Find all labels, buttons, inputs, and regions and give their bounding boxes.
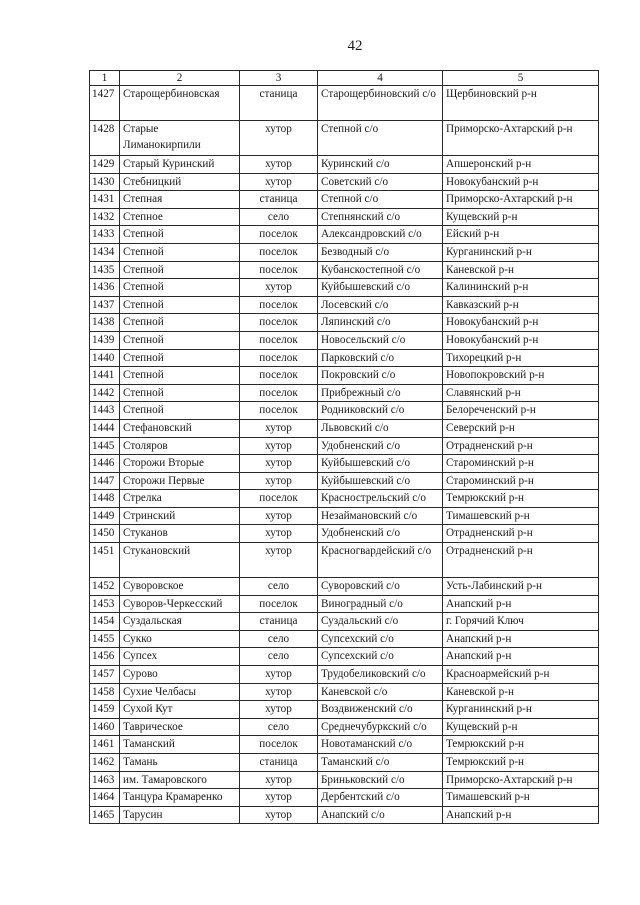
cell-district: Староминский р-н [443, 472, 599, 490]
cell-number: 1430 [90, 173, 120, 191]
cell-settlement-type: поселок [240, 402, 318, 420]
cell-district: Новокубанский р-н [443, 314, 599, 332]
cell-district: Новопокровский р-н [443, 367, 599, 385]
cell-settlement-name: Сторожи Первые [120, 472, 240, 490]
cell-number: 1453 [90, 595, 120, 613]
cell-settlement-type: хутор [240, 121, 318, 156]
cell-number: 1444 [90, 419, 120, 437]
cell-settlement-name: Стрелка [120, 490, 240, 508]
table-row [90, 437, 599, 455]
cell-district: Староминский р-н [443, 455, 599, 473]
cell-settlement-name: Степной [120, 402, 240, 420]
cell-council: Ляпинский с/о [318, 314, 443, 332]
cell-district: Щербиновский р-н [443, 86, 599, 121]
table-row [90, 173, 599, 191]
cell-settlement-name: Тарусин [120, 806, 240, 824]
cell-settlement-name: Степной [120, 331, 240, 349]
cell-settlement-name: Супсех [120, 648, 240, 666]
cell-district: Новокубанский р-н [443, 331, 599, 349]
table-row [90, 771, 599, 789]
cell-settlement-name: Степное [120, 208, 240, 226]
cell-settlement-type: станица [240, 754, 318, 772]
cell-settlement-type: поселок [240, 331, 318, 349]
table-row [90, 613, 599, 631]
cell-council: Куйбышевский с/о [318, 279, 443, 297]
cell-number: 1433 [90, 226, 120, 244]
cell-council: Степной с/о [318, 121, 443, 156]
table-row [90, 121, 599, 156]
cell-district: Северский р-н [443, 419, 599, 437]
cell-district: Тимашевский р-н [443, 507, 599, 525]
table-row [90, 806, 599, 824]
cell-number: 1455 [90, 630, 120, 648]
cell-settlement-type: станица [240, 86, 318, 121]
cell-number: 1437 [90, 296, 120, 314]
cell-district: Ейский р-н [443, 226, 599, 244]
cell-settlement-type: хутор [240, 543, 318, 578]
cell-number: 1429 [90, 156, 120, 174]
cell-settlement-name: Столяров [120, 437, 240, 455]
cell-number: 1447 [90, 472, 120, 490]
table-row [90, 630, 599, 648]
table-row [90, 525, 599, 543]
cell-settlement-name: Степной [120, 384, 240, 402]
cell-council: Родниковский с/о [318, 402, 443, 420]
cell-settlement-type: село [240, 718, 318, 736]
cell-district: Калининский р-н [443, 279, 599, 297]
cell-settlement-name: Сухой Кут [120, 701, 240, 719]
table-row [90, 507, 599, 525]
cell-number: 1464 [90, 789, 120, 807]
header-row [90, 71, 599, 86]
cell-settlement-name: Старые Лиманокирпили [120, 121, 240, 156]
cell-district: Кущевский р-н [443, 208, 599, 226]
table-row [90, 384, 599, 402]
cell-settlement-name: Стефановский [120, 419, 240, 437]
cell-number: 1465 [90, 806, 120, 824]
cell-settlement-type: поселок [240, 243, 318, 261]
cell-district: Анапский р-н [443, 630, 599, 648]
cell-council: Каневской с/о [318, 683, 443, 701]
cell-number: 1432 [90, 208, 120, 226]
table-row [90, 296, 599, 314]
cell-settlement-name: Стукановский [120, 543, 240, 578]
cell-district: Темрюкский р-н [443, 754, 599, 772]
cell-council: Парковский с/о [318, 349, 443, 367]
cell-council: Степнянский с/о [318, 208, 443, 226]
cell-council: Дербентский с/о [318, 789, 443, 807]
settlement-registry-table [89, 70, 599, 824]
cell-number: 1450 [90, 525, 120, 543]
cell-council: Лосевский с/о [318, 296, 443, 314]
column-header-number: 1 [90, 71, 120, 86]
cell-district: Белореченский р-н [443, 402, 599, 420]
cell-council: Удобненский с/о [318, 437, 443, 455]
cell-number: 1459 [90, 701, 120, 719]
cell-council: Безводный с/о [318, 243, 443, 261]
cell-settlement-type: поселок [240, 226, 318, 244]
cell-council: Суздальский с/о [318, 613, 443, 631]
column-header-district: 5 [443, 71, 599, 86]
table-body [90, 86, 599, 824]
cell-settlement-type: хутор [240, 472, 318, 490]
cell-council: Куйбышевский с/о [318, 472, 443, 490]
cell-settlement-name: Старый Куринский [120, 156, 240, 174]
cell-settlement-name: Степной [120, 314, 240, 332]
cell-district: Каневской р-н [443, 261, 599, 279]
cell-number: 1435 [90, 261, 120, 279]
cell-settlement-type: хутор [240, 507, 318, 525]
cell-settlement-name: Таманский [120, 736, 240, 754]
cell-district: Темрюкский р-н [443, 490, 599, 508]
cell-number: 1434 [90, 243, 120, 261]
table-row [90, 683, 599, 701]
cell-district: Анапский р-н [443, 806, 599, 824]
table-row [90, 718, 599, 736]
cell-settlement-type: поселок [240, 314, 318, 332]
cell-district: г. Горячий Ключ [443, 613, 599, 631]
cell-settlement-type: хутор [240, 771, 318, 789]
cell-settlement-type: хутор [240, 666, 318, 684]
cell-number: 1427 [90, 86, 120, 121]
cell-council: Супсехский с/о [318, 630, 443, 648]
cell-number: 1458 [90, 683, 120, 701]
table-row [90, 208, 599, 226]
cell-number: 1451 [90, 543, 120, 578]
cell-settlement-name: Степной [120, 296, 240, 314]
cell-settlement-name: Стебницкий [120, 173, 240, 191]
cell-number: 1460 [90, 718, 120, 736]
cell-number: 1462 [90, 754, 120, 772]
cell-number: 1456 [90, 648, 120, 666]
cell-number: 1441 [90, 367, 120, 385]
cell-settlement-name: Степной [120, 367, 240, 385]
cell-council: Львовский с/о [318, 419, 443, 437]
cell-settlement-name: Таврическое [120, 718, 240, 736]
cell-district: Тихорецкий р-н [443, 349, 599, 367]
cell-settlement-type: хутор [240, 156, 318, 174]
cell-district: Приморско-Ахтарский р-н [443, 191, 599, 209]
cell-settlement-name: им. Тамаровского [120, 771, 240, 789]
cell-settlement-type: поселок [240, 367, 318, 385]
cell-number: 1448 [90, 490, 120, 508]
cell-district: Анапский р-н [443, 595, 599, 613]
table-row [90, 543, 599, 578]
cell-settlement-name: Степной [120, 261, 240, 279]
column-header-type: 3 [240, 71, 318, 86]
cell-settlement-type: село [240, 578, 318, 596]
cell-settlement-name: Суздальская [120, 613, 240, 631]
cell-council: Среднечубуркский с/о [318, 718, 443, 736]
table-row [90, 789, 599, 807]
cell-council: Суворовский с/о [318, 578, 443, 596]
table-row [90, 595, 599, 613]
cell-district: Темрюкский р-н [443, 736, 599, 754]
table-row [90, 314, 599, 332]
cell-settlement-type: поселок [240, 261, 318, 279]
table-row [90, 86, 599, 121]
cell-number: 1439 [90, 331, 120, 349]
cell-settlement-name: Старощербиновская [120, 86, 240, 121]
table-row [90, 472, 599, 490]
cell-number: 1436 [90, 279, 120, 297]
cell-settlement-type: село [240, 630, 318, 648]
cell-district: Приморско-Ахтарский р-н [443, 121, 599, 156]
cell-district: Курганинский р-н [443, 701, 599, 719]
cell-number: 1442 [90, 384, 120, 402]
table-row [90, 331, 599, 349]
cell-settlement-type: хутор [240, 806, 318, 824]
cell-settlement-type: поселок [240, 595, 318, 613]
cell-settlement-name: Степной [120, 226, 240, 244]
cell-settlement-name: Степной [120, 349, 240, 367]
cell-number: 1454 [90, 613, 120, 631]
table-row [90, 754, 599, 772]
cell-number: 1452 [90, 578, 120, 596]
cell-settlement-type: поселок [240, 384, 318, 402]
cell-council: Покровский с/о [318, 367, 443, 385]
cell-settlement-type: поселок [240, 736, 318, 754]
cell-district: Кущевский р-н [443, 718, 599, 736]
cell-district: Курганинский р-н [443, 243, 599, 261]
cell-settlement-type: хутор [240, 789, 318, 807]
cell-district: Отрадненский р-н [443, 437, 599, 455]
cell-district: Кавказский р-н [443, 296, 599, 314]
cell-council: Незаймановский с/о [318, 507, 443, 525]
cell-council: Александровский с/о [318, 226, 443, 244]
cell-settlement-name: Суворовское [120, 578, 240, 596]
column-header-name: 2 [120, 71, 240, 86]
cell-council: Краснострельский с/о [318, 490, 443, 508]
cell-settlement-type: хутор [240, 419, 318, 437]
cell-council: Прибрежный с/о [318, 384, 443, 402]
table-row [90, 367, 599, 385]
cell-council: Новотаманский с/о [318, 736, 443, 754]
cell-number: 1457 [90, 666, 120, 684]
cell-settlement-name: Сурово [120, 666, 240, 684]
cell-number: 1431 [90, 191, 120, 209]
table-row [90, 578, 599, 596]
cell-settlement-name: Сукко [120, 630, 240, 648]
cell-settlement-type: поселок [240, 349, 318, 367]
table-row [90, 226, 599, 244]
cell-settlement-name: Степная [120, 191, 240, 209]
cell-settlement-type: станица [240, 613, 318, 631]
table-row [90, 349, 599, 367]
table-header [90, 71, 599, 86]
cell-district: Усть-Лабинский р-н [443, 578, 599, 596]
table-row [90, 648, 599, 666]
cell-settlement-name: Стуканов [120, 525, 240, 543]
column-header-council: 4 [318, 71, 443, 86]
cell-settlement-name: Степной [120, 279, 240, 297]
cell-number: 1445 [90, 437, 120, 455]
table-row [90, 736, 599, 754]
table-row [90, 666, 599, 684]
cell-number: 1449 [90, 507, 120, 525]
cell-district: Новокубанский р-н [443, 173, 599, 191]
table-row [90, 419, 599, 437]
cell-settlement-type: хутор [240, 279, 318, 297]
table-row [90, 701, 599, 719]
cell-number: 1461 [90, 736, 120, 754]
cell-council: Трудобеликовский с/о [318, 666, 443, 684]
cell-settlement-type: хутор [240, 437, 318, 455]
cell-number: 1440 [90, 349, 120, 367]
cell-settlement-type: поселок [240, 490, 318, 508]
table-row [90, 191, 599, 209]
cell-settlement-type: хутор [240, 683, 318, 701]
cell-settlement-type: поселок [240, 296, 318, 314]
cell-number: 1438 [90, 314, 120, 332]
cell-district: Отрадненский р-н [443, 543, 599, 578]
cell-council: Советский с/о [318, 173, 443, 191]
cell-number: 1428 [90, 121, 120, 156]
cell-council: Супсехский с/о [318, 648, 443, 666]
cell-council: Степной с/о [318, 191, 443, 209]
table-row [90, 156, 599, 174]
cell-number: 1446 [90, 455, 120, 473]
cell-settlement-type: хутор [240, 701, 318, 719]
cell-number: 1463 [90, 771, 120, 789]
cell-settlement-type: село [240, 648, 318, 666]
table-row [90, 243, 599, 261]
cell-settlement-name: Степной [120, 243, 240, 261]
cell-council: Кубанскостепной с/о [318, 261, 443, 279]
cell-district: Анапский р-н [443, 648, 599, 666]
cell-settlement-type: станица [240, 191, 318, 209]
cell-council: Удобненский с/о [318, 525, 443, 543]
cell-council: Старощербиновский с/о [318, 86, 443, 121]
cell-district: Славянский р-н [443, 384, 599, 402]
cell-settlement-name: Тамань [120, 754, 240, 772]
page-number: 42 [347, 38, 363, 54]
cell-council: Бриньковский с/о [318, 771, 443, 789]
cell-number: 1443 [90, 402, 120, 420]
cell-settlement-name: Сухие Челбасы [120, 683, 240, 701]
cell-council: Анапский с/о [318, 806, 443, 824]
cell-council: Новосельский с/о [318, 331, 443, 349]
cell-council: Виноградный с/о [318, 595, 443, 613]
table-row [90, 455, 599, 473]
cell-settlement-name: Стринский [120, 507, 240, 525]
cell-council: Таманский с/о [318, 754, 443, 772]
cell-council: Куйбышевский с/о [318, 455, 443, 473]
cell-council: Куринский с/о [318, 156, 443, 174]
cell-council: Воздвиженский с/о [318, 701, 443, 719]
cell-district: Апшеронский р-н [443, 156, 599, 174]
cell-district: Отрадненский р-н [443, 525, 599, 543]
table-row [90, 490, 599, 508]
cell-district: Тимашевский р-н [443, 789, 599, 807]
cell-district: Каневской р-н [443, 683, 599, 701]
table-row [90, 279, 599, 297]
table-row [90, 261, 599, 279]
cell-settlement-type: хутор [240, 455, 318, 473]
cell-settlement-type: хутор [240, 173, 318, 191]
cell-settlement-name: Танцура Крамаренко [120, 789, 240, 807]
cell-settlement-name: Суворов-Черкесский [120, 595, 240, 613]
cell-district: Приморско-Ахтарский р-н [443, 771, 599, 789]
cell-settlement-type: село [240, 208, 318, 226]
table-row [90, 402, 599, 420]
cell-council: Красногвардейский с/о [318, 543, 443, 578]
cell-settlement-type: хутор [240, 525, 318, 543]
cell-district: Красноармейский р-н [443, 666, 599, 684]
cell-settlement-name: Сторожи Вторые [120, 455, 240, 473]
